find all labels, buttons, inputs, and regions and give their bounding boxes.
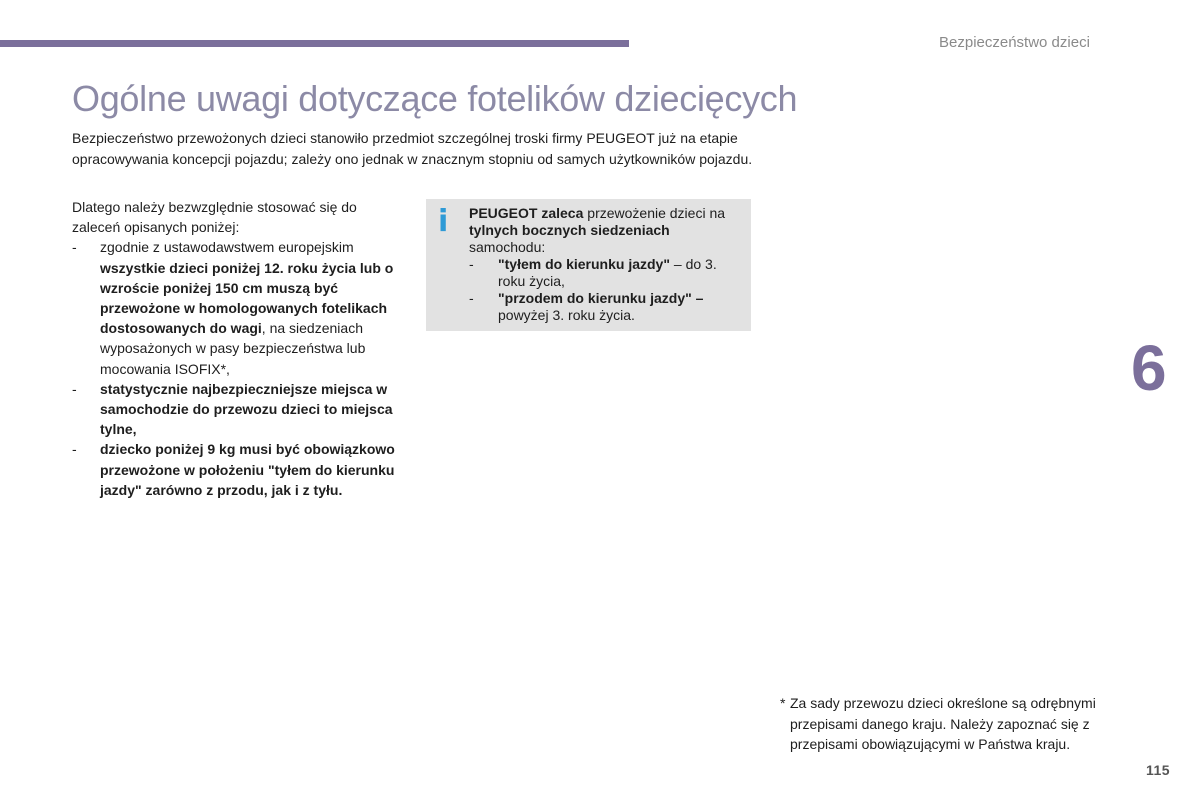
info-bold-text: "tyłem do kierunku jazdy" (498, 256, 670, 272)
chapter-number: 6 (1131, 332, 1167, 404)
list-item (72, 439, 402, 500)
item-bold-text: wszystkie dzieci poniżej 12. roku życia lub o wzroście poniżej 150 cm muszą być przewożone w homologowanych fotelikach dostosowanych do wagi (100, 259, 394, 337)
list-dash: - (72, 441, 77, 458)
recommendations-list (72, 237, 402, 500)
list-item (469, 256, 744, 290)
info-lead (469, 205, 744, 256)
recommendations-lead: Dlatego należy bezwzględnie stosować się do zaleceń opisanych poniżej: (72, 199, 357, 236)
footnote-text: Za sady przewozu dzieci określone są odrębnymi przepisami danego kraju. Należy zapoznać się z przepisami obowiązującymi w Państwa kraju. (790, 695, 1096, 752)
info-text: przewożenie dzieci na (583, 205, 726, 221)
recommendations-column (72, 197, 402, 500)
info-bold-text: "przodem do kierunku jazdy" – (498, 290, 704, 306)
info-text: – do 3. roku życia, (498, 256, 717, 289)
list-dash: - (469, 290, 474, 306)
info-list (469, 256, 744, 324)
item-text: zgodnie z ustawodawstwem europejskim (100, 239, 354, 256)
list-dash: - (72, 239, 77, 256)
info-text: samochodu: (469, 239, 546, 255)
item-text: , na siedzeniach wyposażonych w pasy bezpieczeństwa lub mocowania ISOFIX*, (100, 320, 366, 377)
footnote (780, 693, 1110, 755)
header-accent-bar (0, 40, 629, 47)
section-title: Bezpieczeństwo dzieci (939, 34, 1090, 51)
info-bold-text: tylnych bocznych siedzeniach (469, 222, 670, 238)
intro-paragraph: Bezpieczeństwo przewożonych dzieci stanowiło przedmiot szczególnej troski firmy PEUGEOT już na etapie opracowywania koncepcji pojazdu; zależy ono jednak w znacznym stopniu od samych użytkowników pojazdu. (72, 130, 753, 167)
info-text: powyżej 3. roku życia. (498, 307, 635, 323)
item-bold-text: statystycznie najbezpieczniejsze miejsca w samochodzie do przewozu dzieci to miejsca tylne, (100, 380, 393, 438)
list-item (469, 290, 744, 324)
page-number: 115 (1146, 762, 1171, 778)
info-body (469, 205, 744, 324)
list-item (72, 237, 402, 378)
list-dash: - (72, 380, 77, 397)
info-box (426, 199, 751, 331)
list-item (72, 379, 402, 440)
info-icon: i (438, 204, 449, 239)
info-bold-text: PEUGEOT zaleca (469, 205, 584, 221)
list-dash: - (469, 256, 474, 272)
footnote-marker: * (780, 695, 786, 711)
page-title: Ogólne uwagi dotyczące fotelików dziecięcych (72, 78, 798, 119)
item-bold-text: dziecko poniżej 9 kg musi być obowiązkowo przewożone w położeniu "tyłem do kierunku jazdy" zarówno z przodu, jak i z tyłu. (100, 441, 395, 498)
